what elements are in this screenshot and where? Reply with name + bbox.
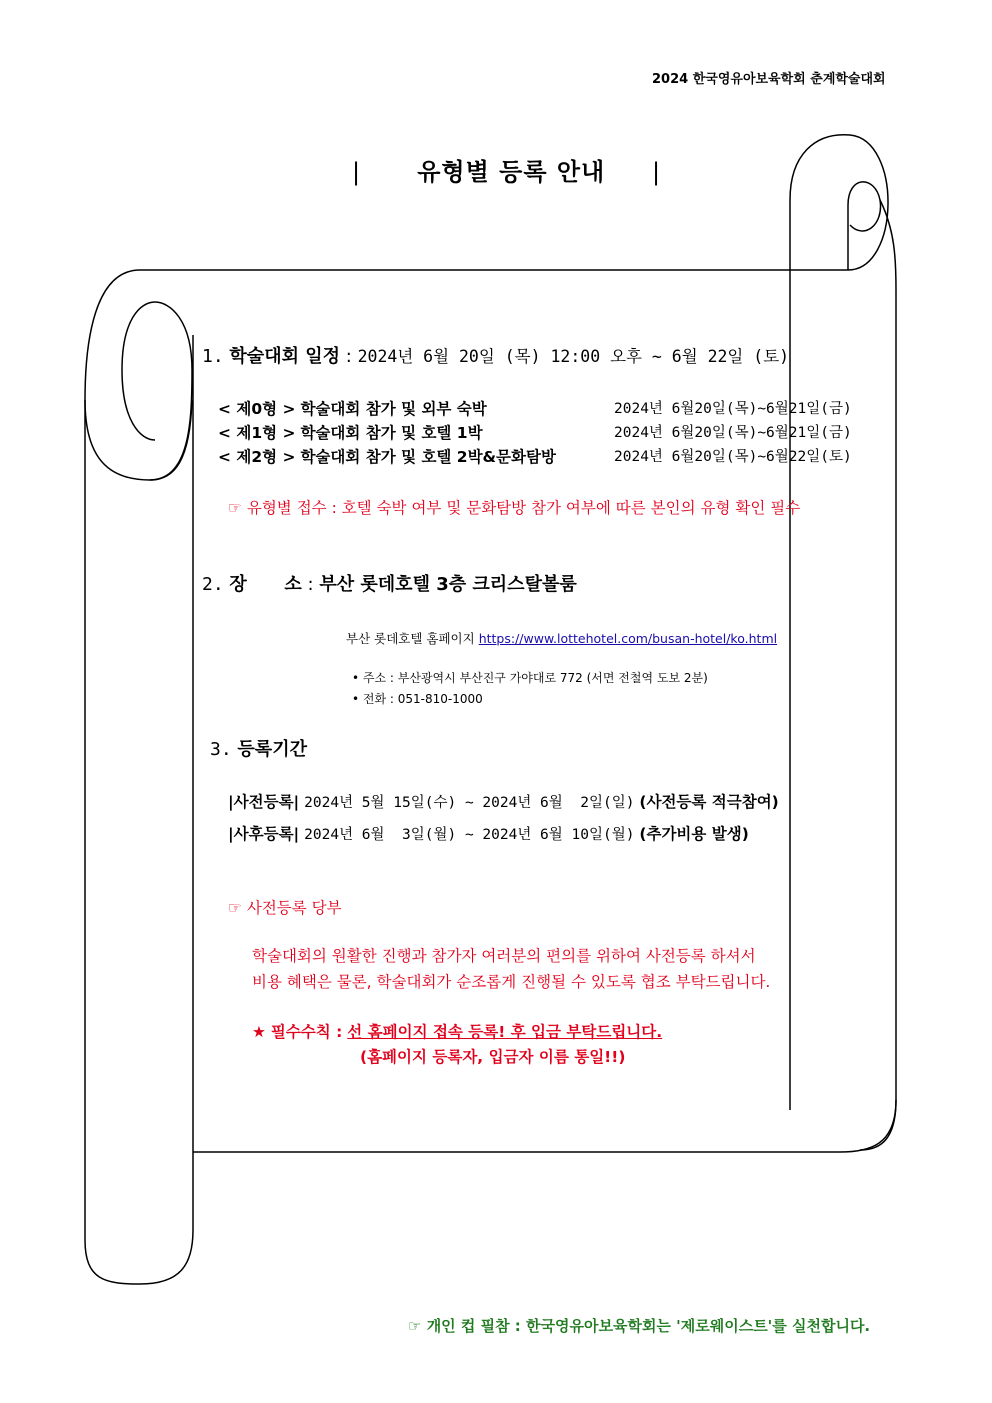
request-heading [228,896,342,918]
type-dates: 2024년 6월20일(목)~6월21일(금) [614,425,852,441]
type-note [228,496,800,518]
type-row [218,421,483,443]
pointing-hand-icon: ☞ [228,499,242,517]
homepage-line [346,629,777,647]
footer-note [408,1315,870,1336]
pre-registration-note: (사전등록 적극참여) [639,793,779,811]
post-registration-tag: |사후등록| [228,825,300,843]
post-registration-note: (추가비용 발생) [639,825,749,843]
venue-label: 장 소 [229,574,302,595]
pointing-hand-icon: ☞ [408,1317,422,1335]
type-label: < 제0형 > [218,400,296,418]
star-icon: ★ [252,1023,266,1041]
type-note-text: 유형별 접수 : 호텔 숙박 여부 및 문화탐방 참가 여부에 따른 본인의 유형 확인 필수 [246,499,801,517]
schedule-section [202,342,789,368]
rule-note: (홈페이지 등록자, 입금자 이름 통일!!) [360,1048,626,1066]
pre-registration-tag: |사전등록| [228,793,300,811]
type-row [218,445,556,467]
type-dates: 2024년 6월20일(목)~6월22일(토) [614,449,852,465]
venue-section [202,570,577,596]
header-title: 2024 한국영유아보육학회 춘계학술대회 [652,72,886,87]
venue-address: • 주소 : 부산광역시 부산진구 가야대로 772 (서면 전철역 도보 2분) [352,671,708,685]
type-label: < 제1형 > [218,424,296,442]
homepage-label: 부산 롯데호텔 홈페이지 [346,631,475,646]
registration-section [210,735,307,761]
title-bar-left: | [352,158,362,186]
schedule-number: 1. [202,346,224,367]
type-dates: 2024년 6월20일(목)~6월21일(금) [614,401,852,417]
post-registration-period: 2024년 6월 3일(월) ~ 2024년 6월 10일(월) [304,827,635,843]
pre-registration-period: 2024년 5월 15일(수) ~ 2024년 6월 2일(일) [304,795,635,811]
type-desc: 학술대회 참가 및 외부 숙박 [300,400,487,418]
request-line-1: 학술대회의 원활한 진행과 참가자 여러분의 편의를 위하여 사전등록 하셔서 [252,947,756,965]
title-bar-right: | [652,158,662,186]
type-desc: 학술대회 참가 및 호텔 2박&문화탐방 [300,448,556,466]
venue-colon: : [307,574,314,595]
registration-label: 등록기간 [237,739,307,760]
type-desc: 학술대회 참가 및 호텔 1박 [300,424,483,442]
request-line-2: 비용 혜택은 물론, 학술대회가 순조롭게 진행될 수 있도록 협조 부탁드립니다. [252,973,771,991]
rule-label: 필수수칙 : [270,1023,343,1041]
registration-number: 3. [210,739,232,760]
title-text: 유형별 등록 안내 [417,158,606,186]
pre-registration-row [228,790,779,812]
schedule-label: 학술대회 일정 [229,346,341,367]
rule-line [252,1020,662,1042]
request-title: 사전등록 당부 [246,899,342,917]
homepage-link[interactable]: https://www.lottehotel.com/busan-hotel/ko.html [478,631,778,646]
type-label: < 제2형 > [218,448,296,466]
post-registration-row [228,822,749,844]
pointing-hand-icon: ☞ [228,899,242,917]
rule-text: 선 홈페이지 접속 등록! 후 입금 부탁드립니다. [347,1023,663,1041]
schedule-colon: : [345,346,352,367]
footer-text: 개인 컵 필참 : 한국영유아보육학회는 '제로웨이스트'를 실천합니다. [426,1317,871,1335]
page-title [352,152,661,187]
venue-phone: • 전화 : 051-810-1000 [352,692,483,706]
type-row [218,397,487,419]
venue-number: 2. [202,574,224,595]
schedule-value: 2024년 6월 20일 (목) 12:00 오후 ~ 6월 22일 (토) [357,347,790,366]
venue-value: 부산 롯데호텔 3층 크리스탈볼룸 [319,574,577,595]
